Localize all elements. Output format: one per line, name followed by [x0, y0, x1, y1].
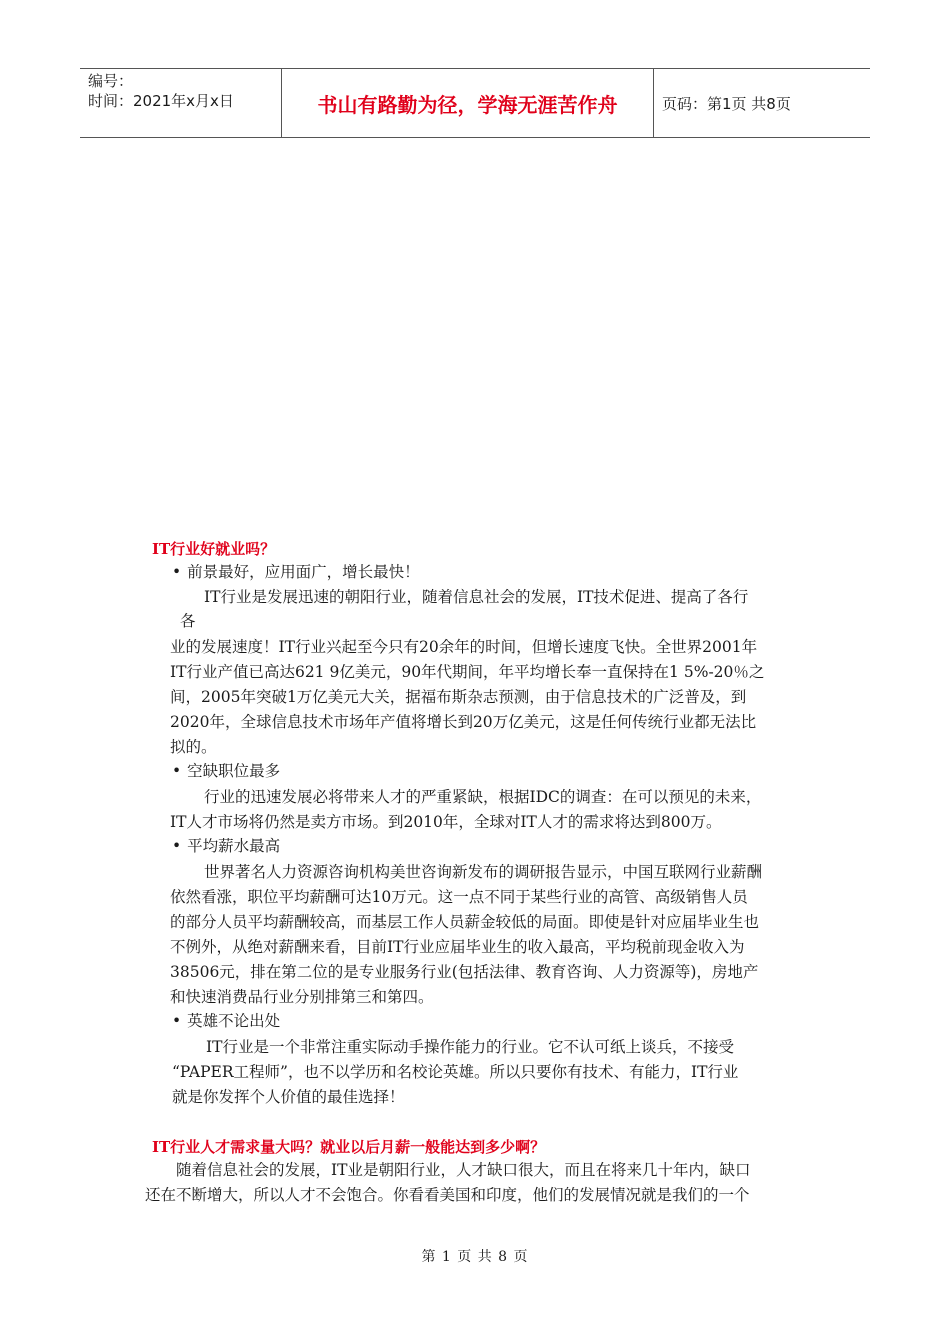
paragraph-line: IT人才市场将仍然是卖方市场。到2010年，全球对IT人才的需求将达到800万。 [170, 813, 722, 831]
paragraph-line: 间，2005年突破1万亿美元大关，据福布斯杂志预测，由于信息技术的广泛普及，到 [170, 688, 747, 706]
bullet-item: • 空缺职位最多 [172, 762, 281, 780]
paragraph-line: 拟的。 [170, 738, 217, 756]
number-label: 编号： [88, 72, 134, 90]
paragraph-line: 依然看涨，职位平均薪酬可达10万元。这一点不同于某些行业的高管、高级销售人员 [170, 888, 748, 906]
paragraph-line: 行业的迅速发展必将带来人才的严重紧缺，根据IDC的调查：在可以预见的未来， [204, 788, 762, 806]
paragraph-line: 的部分人员平均薪酬较高，而基层工作人员薪金较低的局面。即使是针对应届毕业生也 [170, 913, 760, 931]
paragraph-line: 2020年，全球信息技术市场年产值将增长到20万亿美元，这是任何传统行业都无法比 [170, 713, 757, 731]
paragraph-line: 还在不断增大，所以人才不会饱合。你看看美国和印度，他们的发展情况就是我们的一个 [145, 1186, 750, 1204]
bullet-item: • 平均薪水最高 [172, 837, 281, 855]
bullet-icon: • [172, 1012, 182, 1030]
paragraph-line: 各 [180, 612, 196, 630]
bullet-icon: • [172, 563, 182, 581]
bullet-item: • 前景最好，应用面广，增长最快！ [172, 563, 420, 581]
paragraph-line: 38506元，排在第二位的是专业服务行业(包括法律、教育咨询、人力资源等)，房地产 [170, 963, 759, 981]
paragraph-line: 随着信息社会的发展，IT业是朝阳行业，人才缺口很大，而且在将来几十年内，缺口 [176, 1161, 751, 1179]
section-heading-1: IT行业好就业吗？ [152, 540, 276, 558]
date-label: 时间：2021年x月x日 [88, 92, 234, 110]
paragraph-line: IT行业是一个非常注重实际动手操作能力的行业。它不认可纸上谈兵，不接受 [206, 1038, 734, 1056]
paragraph-line: 世界著名人力资源咨询机构美世咨询新发布的调研报告显示，中国互联网行业薪酬 [204, 863, 763, 881]
paragraph-line: 业的发展速度！IT行业兴起至今只有20余年的时间，但增长速度飞快。全世界2001年 [170, 638, 758, 656]
header-page-info: 页码：第1页 共8页 [662, 94, 791, 113]
bullet-item: • 英雄不论出处 [172, 1012, 281, 1030]
paragraph-line: 不例外，从绝对薪酬来看，目前IT行业应届毕业生的收入最高，平均税前现金收入为 [170, 938, 745, 956]
paragraph-line: IT行业产值已高达621 9亿美元，90年代期间，年平均增长奉一直保持在1 5%-20％之 [170, 663, 765, 681]
paragraph-line: 和快速消费品行业分别排第三和第四。 [170, 988, 434, 1006]
page-footer: 第 1 页 共 8 页 [421, 1249, 529, 1265]
paragraph-line: 就是你发挥个人价值的最佳选择！ [172, 1088, 405, 1106]
header-left-cell [80, 69, 282, 137]
bullet-icon: • [172, 762, 182, 780]
paragraph-line: “PAPER工程师”，也不以学历和名校论英雄。所以只要你有技术、有能力，IT行业 [172, 1063, 739, 1081]
document-header [80, 68, 870, 138]
paragraph-line: IT行业是发展迅速的朝阳行业，随着信息社会的发展，IT技术促进、提高了各行 [204, 588, 749, 606]
section-heading-2: IT行业人才需求量大吗？就业以后月薪一般能达到多少啊？ [152, 1138, 546, 1156]
header-motto: 书山有路勤为径，学海无涯苦作舟 [282, 69, 654, 137]
bullet-icon: • [172, 837, 182, 855]
